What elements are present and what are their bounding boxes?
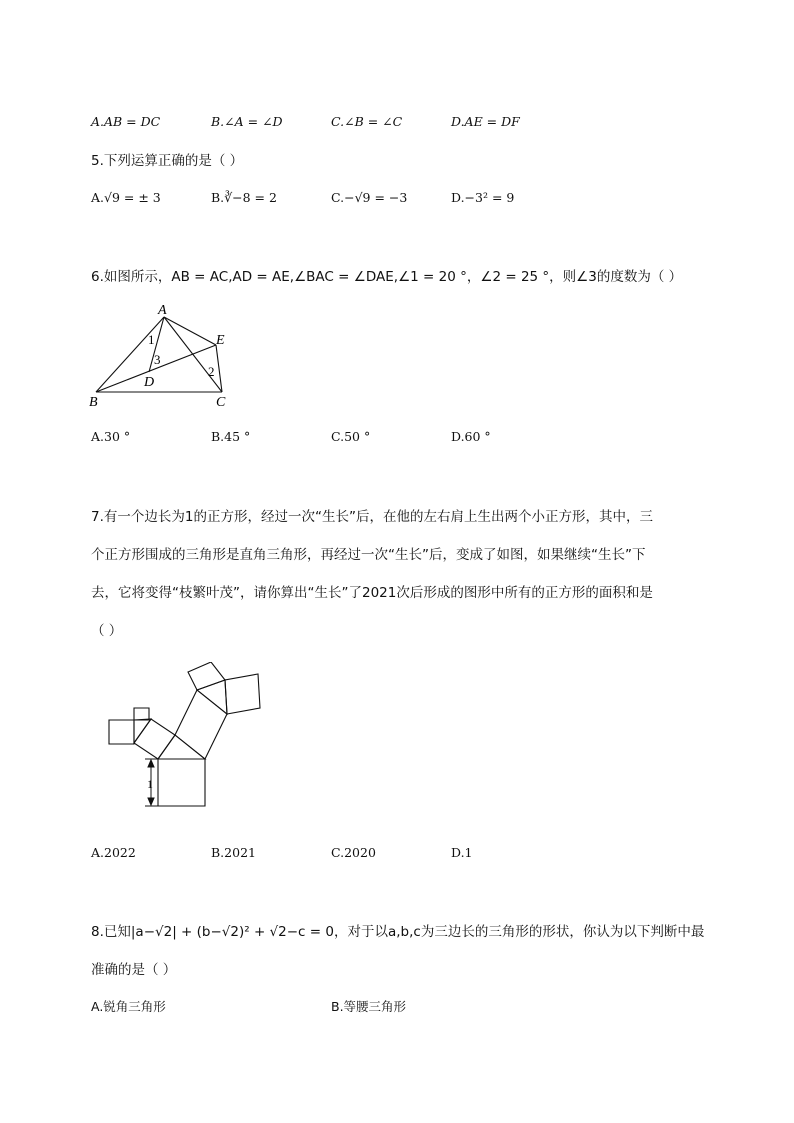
- label-angle-2: 2: [208, 364, 215, 379]
- q7-line-2: 个正方形围成的三角形是直角三角形，再经过一次“生长”后，变成了如图，如果继续“生长”下: [91, 547, 646, 563]
- q8-option-a: A.锐角三角形: [91, 999, 166, 1014]
- q6-stem: 6.如图所示，AB = AC,AD = AE,∠BAC = ∠DAE,∠1 = 20 °，∠2 = 25 °，则∠3的度数为（ ）: [91, 269, 683, 285]
- level1-right-square: [175, 690, 227, 759]
- base-square: [158, 759, 205, 806]
- level2-right-square-a: [188, 662, 225, 690]
- q7-line-3: 去，它将变得“枝繁叶茂”，请你算出“生长”了2021次后形成的图形中所有的正方形的面积和是: [91, 585, 653, 601]
- q5-stem: 5.下列运算正确的是（ ）: [91, 153, 244, 169]
- q8-line-1: 8.已知|a−√2| + (b−√2)² + √2−c = 0，对于以a,b,c为三边长的三角形的形状，你认为以下判断中最: [91, 924, 705, 940]
- q6-option-b: B.45 °: [211, 429, 251, 444]
- q4-option-d: D.AE = DF: [451, 114, 520, 129]
- level2-left-square-b: [134, 708, 149, 720]
- q5-option-b: B.∛−8 = 2: [211, 190, 277, 205]
- q6-triangle-figure: [86, 300, 246, 412]
- q4-option-c: C.∠B = ∠C: [331, 114, 403, 129]
- q7-option-c: C.2020: [331, 845, 376, 860]
- dimension-arrow-up: [148, 760, 154, 767]
- label-e: E: [216, 333, 225, 348]
- label-b: B: [89, 395, 98, 410]
- label-angle-1: 1: [148, 332, 155, 347]
- q5-option-c: C.−√9 = −3: [331, 190, 408, 205]
- label-a: A: [158, 303, 167, 318]
- label-angle-3: 3: [154, 352, 161, 367]
- q7-option-b: B.2021: [211, 845, 256, 860]
- q7-option-a: A.2022: [91, 845, 136, 860]
- label-d: D: [144, 375, 155, 390]
- dimension-arrow-down: [148, 798, 154, 805]
- label-c: C: [216, 395, 226, 410]
- level2-left-square-a: [109, 720, 134, 744]
- q8-line-2: 准确的是（ ）: [91, 962, 177, 978]
- q6-option-d: D.60 °: [451, 429, 491, 444]
- level1-left-square: [134, 719, 175, 759]
- q7-pythagoras-tree-figure: [100, 662, 270, 812]
- q6-option-a: A.30 °: [91, 429, 131, 444]
- q7-option-d: D.1: [451, 845, 473, 860]
- q7-line-1: 7.有一个边长为1的正方形，经过一次“生长”后，在他的左右肩上生出两个小正方形，其中，三: [91, 509, 653, 525]
- q8-option-b: B.等腰三角形: [331, 999, 407, 1014]
- q4-option-b: B.∠A = ∠D: [211, 114, 283, 129]
- q6-option-c: C.50 °: [331, 429, 371, 444]
- level2-left-triangle: [134, 719, 151, 743]
- q4-option-a: A.AB = DC: [91, 114, 161, 129]
- level2-right-square-b: [225, 674, 260, 714]
- segment-ae: [164, 317, 216, 345]
- q5-option-d: D.−3² = 9: [451, 190, 515, 205]
- q5-option-a: A.√9 = ± 3: [91, 190, 161, 205]
- level1-triangle: [158, 735, 205, 759]
- side-length-label: 1: [147, 777, 153, 791]
- q7-line-4: （ ）: [91, 623, 123, 639]
